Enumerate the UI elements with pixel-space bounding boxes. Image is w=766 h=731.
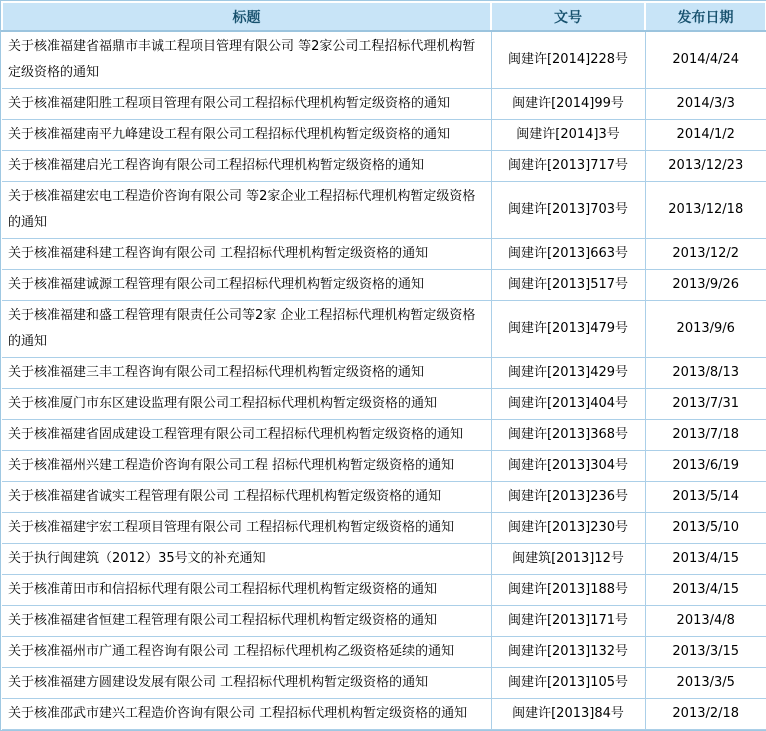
publish-date-cell: 2013/8/13 [645,358,766,389]
doc-number-cell: 闽建许[2013]517号 [491,270,645,301]
doc-number-cell: 闽建许[2013]84号 [491,699,645,730]
publish-date-cell: 2013/2/18 [645,699,766,730]
doc-number-cell: 闽建许[2014]99号 [491,89,645,120]
notice-title-link[interactable]: 关于核准邵武市建兴工程造价咨询有限公司 工程招标代理机构暂定级资格的通知 [2,699,491,730]
table-row [2,358,766,389]
header-row [2,2,766,31]
notice-title-link[interactable]: 关于核准福建科建工程咨询有限公司 工程招标代理机构暂定级资格的通知 [2,239,491,270]
doc-number-cell: 闽建筑[2013]12号 [491,544,645,575]
doc-number-cell: 闽建许[2013]703号 [491,182,645,239]
publish-date-cell: 2013/12/23 [645,151,766,182]
table-row [2,668,766,699]
notice-table-header [2,2,766,31]
publish-date-cell: 2013/12/2 [645,239,766,270]
table-row [2,239,766,270]
doc-number-cell: 闽建许[2013]188号 [491,575,645,606]
notice-title-link[interactable]: 关于核准福建宏电工程造价咨询有限公司 等2家企业工程招标代理机构暂定级资格的通知 [2,182,491,239]
notice-title-link[interactable]: 关于核准福建阳胜工程项目管理有限公司工程招标代理机构暂定级资格的通知 [2,89,491,120]
notice-title-link[interactable]: 关于核准厦门市东区建设监理有限公司工程招标代理机构暂定级资格的通知 [2,389,491,420]
notice-title-link[interactable]: 关于核准福建南平九峰建设工程有限公司工程招标代理机构暂定级资格的通知 [2,120,491,151]
notice-title-link[interactable]: 关于核准莆田市和信招标代理有限公司工程招标代理机构暂定级资格的通知 [2,575,491,606]
notice-title-link[interactable]: 关于核准福建诚源工程管理有限公司工程招标代理机构暂定级资格的通知 [2,270,491,301]
table-row [2,151,766,182]
publish-date-cell: 2013/7/18 [645,420,766,451]
publish-date-cell: 2013/3/15 [645,637,766,668]
notice-title-link[interactable]: 关于核准福建方圆建设发展有限公司 工程招标代理机构暂定级资格的通知 [2,668,491,699]
publish-date-cell: 2013/4/15 [645,575,766,606]
column-header-doc-number: 文号 [491,2,645,31]
notice-title-link[interactable]: 关于核准福建宇宏工程项目管理有限公司 工程招标代理机构暂定级资格的通知 [2,513,491,544]
notice-title-link[interactable]: 关于核准福建启光工程咨询有限公司工程招标代理机构暂定级资格的通知 [2,151,491,182]
doc-number-cell: 闽建许[2013]230号 [491,513,645,544]
notice-table-body [2,31,766,730]
table-row [2,637,766,668]
table-row [2,606,766,637]
publish-date-cell: 2013/12/18 [645,182,766,239]
publish-date-cell: 2013/5/14 [645,482,766,513]
doc-number-cell: 闽建许[2014]228号 [491,31,645,89]
doc-number-cell: 闽建许[2013]479号 [491,301,645,358]
notice-title-link[interactable]: 关于核准福建省恒建工程管理有限公司工程招标代理机构暂定级资格的通知 [2,606,491,637]
table-row [2,120,766,151]
notice-title-link[interactable]: 关于核准福建省诚实工程管理有限公司 工程招标代理机构暂定级资格的通知 [2,482,491,513]
publish-date-cell: 2013/3/5 [645,668,766,699]
doc-number-cell: 闽建许[2013]105号 [491,668,645,699]
publish-date-cell: 2013/9/26 [645,270,766,301]
table-row [2,420,766,451]
publish-date-cell: 2013/4/8 [645,606,766,637]
doc-number-cell: 闽建许[2013]663号 [491,239,645,270]
publish-date-cell: 2013/9/6 [645,301,766,358]
notice-title-link[interactable]: 关于核准福建和盛工程管理有限责任公司等2家 企业工程招标代理机构暂定级资格的通知 [2,301,491,358]
notice-title-link[interactable]: 关于核准福州兴建工程造价咨询有限公司工程 招标代理机构暂定级资格的通知 [2,451,491,482]
doc-number-cell: 闽建许[2013]429号 [491,358,645,389]
doc-number-cell: 闽建许[2013]171号 [491,606,645,637]
table-row [2,513,766,544]
notice-title-link[interactable]: 关于核准福州市广通工程咨询有限公司 工程招标代理机构乙级资格延续的通知 [2,637,491,668]
column-header-title: 标题 [2,2,491,31]
publish-date-cell: 2013/5/10 [645,513,766,544]
notice-title-link[interactable]: 关于核准福建省福鼎市丰诚工程项目管理有限公司 等2家公司工程招标代理机构暂定级资格的通知 [2,31,491,89]
doc-number-cell: 闽建许[2014]3号 [491,120,645,151]
doc-number-cell: 闽建许[2013]304号 [491,451,645,482]
table-row [2,389,766,420]
table-row [2,482,766,513]
publish-date-cell: 2013/6/19 [645,451,766,482]
table-row [2,31,766,89]
doc-number-cell: 闽建许[2013]368号 [491,420,645,451]
doc-number-cell: 闽建许[2013]236号 [491,482,645,513]
notice-title-link[interactable]: 关于执行闽建筑（2012）35号文的补充通知 [2,544,491,575]
publish-date-cell: 2013/7/31 [645,389,766,420]
table-row [2,89,766,120]
table-row [2,182,766,239]
notice-table [1,1,766,730]
notice-title-link[interactable]: 关于核准福建三丰工程咨询有限公司工程招标代理机构暂定级资格的通知 [2,358,491,389]
doc-number-cell: 闽建许[2013]717号 [491,151,645,182]
publish-date-cell: 2014/4/24 [645,31,766,89]
table-row [2,575,766,606]
table-row [2,451,766,482]
doc-number-cell: 闽建许[2013]132号 [491,637,645,668]
table-row [2,270,766,301]
table-row [2,544,766,575]
publish-date-cell: 2013/4/15 [645,544,766,575]
table-row [2,301,766,358]
doc-number-cell: 闽建许[2013]404号 [491,389,645,420]
notice-title-link[interactable]: 关于核准福建省固成建设工程管理有限公司工程招标代理机构暂定级资格的通知 [2,420,491,451]
column-header-publish-date: 发布日期 [645,2,766,31]
publish-date-cell: 2014/3/3 [645,89,766,120]
publish-date-cell: 2014/1/2 [645,120,766,151]
